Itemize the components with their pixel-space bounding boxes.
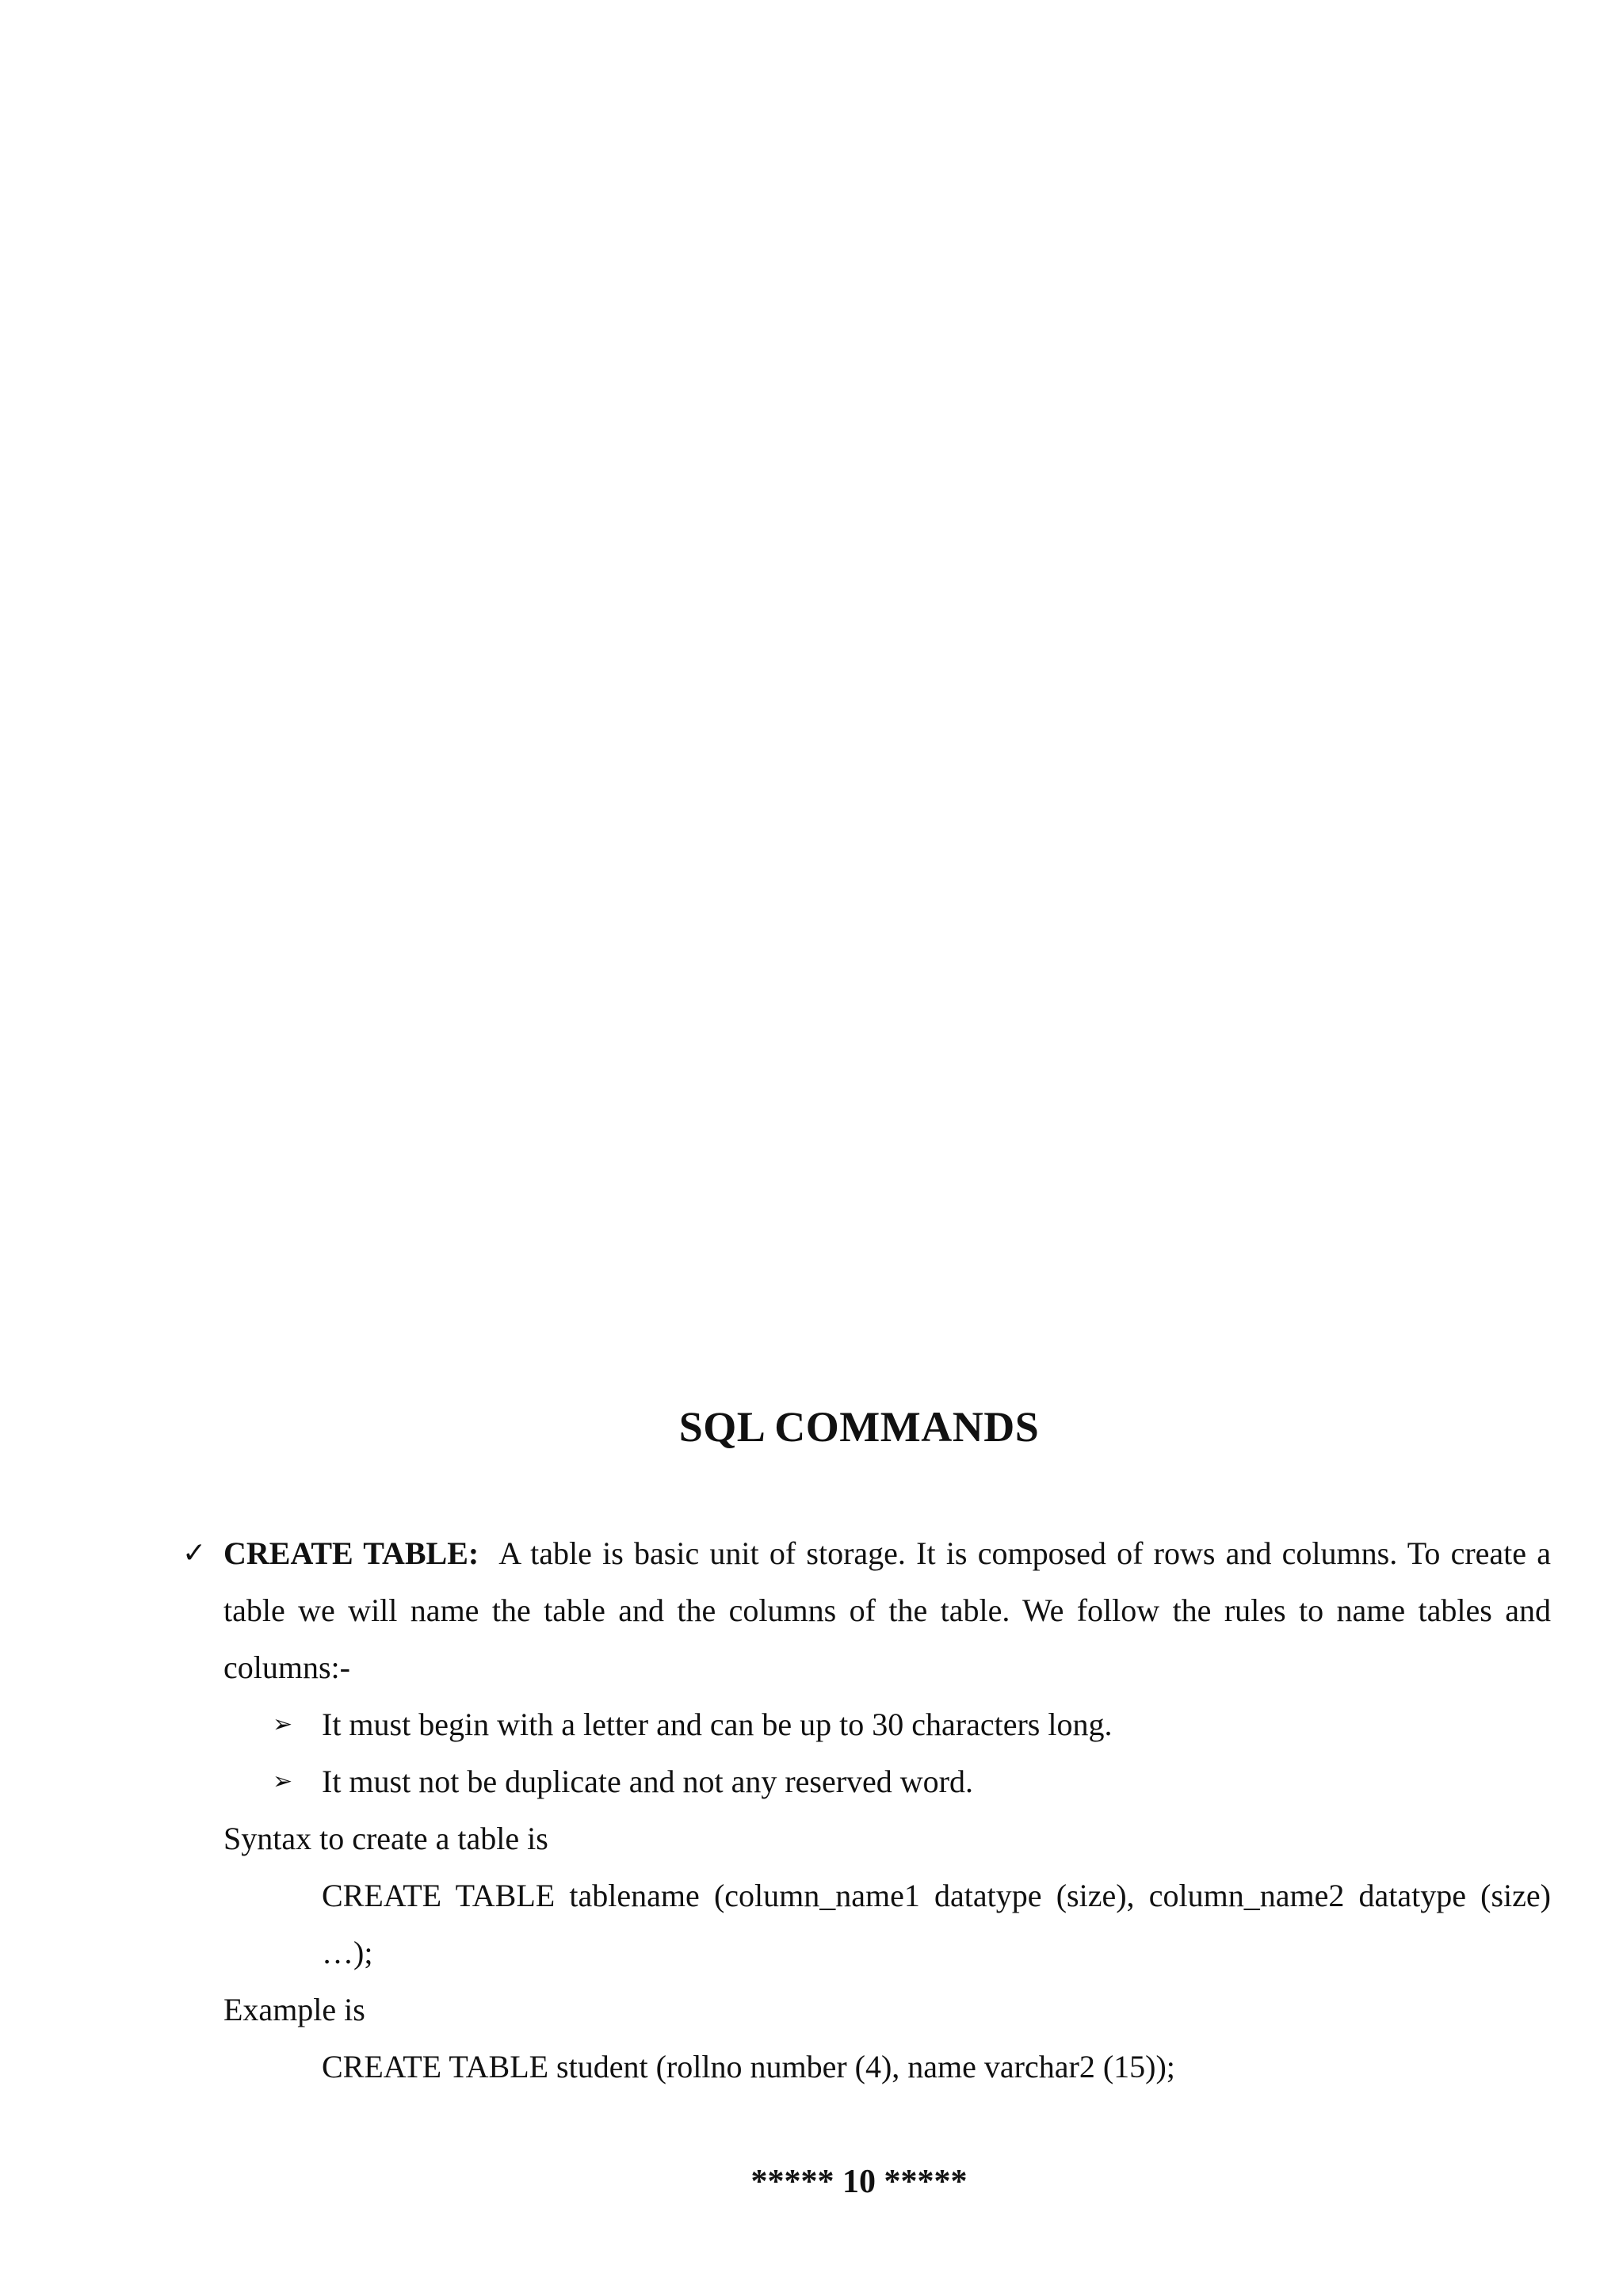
page-number-footer: ***** 10 ***** — [750, 2164, 968, 2200]
syntax-code: CREATE TABLE tablename (column_name1 datatype (size), column_name2 datatype (size) …); — [322, 1878, 1551, 1970]
create-table-paragraph — [223, 1525, 1551, 1696]
syntax-label: Syntax to create a table is — [223, 1821, 548, 1856]
checkmark-icon: ✓ — [182, 1537, 207, 1569]
create-table-description: A table is basic unit of storage. It is composed of rows and columns. To create a table we will name the table and the columns of the table. We follow the rules to name tables and columns:- — [223, 1535, 1552, 1685]
example-label: Example is — [223, 1992, 365, 2027]
rule-text: It must begin with a letter and can be up to 30 characters long. — [322, 1707, 1113, 1742]
rule-item — [273, 1696, 1551, 1753]
arrowhead-bullet-icon: ➢ — [273, 1711, 293, 1738]
example-code: CREATE TABLE student (rollno number (4), name varchar2 (15)); — [322, 2049, 1175, 2084]
arrowhead-bullet-icon: ➢ — [273, 1768, 293, 1795]
create-table-section — [182, 1525, 1552, 2096]
page-title: SQL COMMANDS — [678, 1403, 1040, 1451]
rule-text: It must not be duplicate and not any reserved word. — [322, 1764, 973, 1799]
create-table-heading: CREATE TABLE: — [223, 1535, 479, 1571]
rule-item — [273, 1753, 1551, 1810]
